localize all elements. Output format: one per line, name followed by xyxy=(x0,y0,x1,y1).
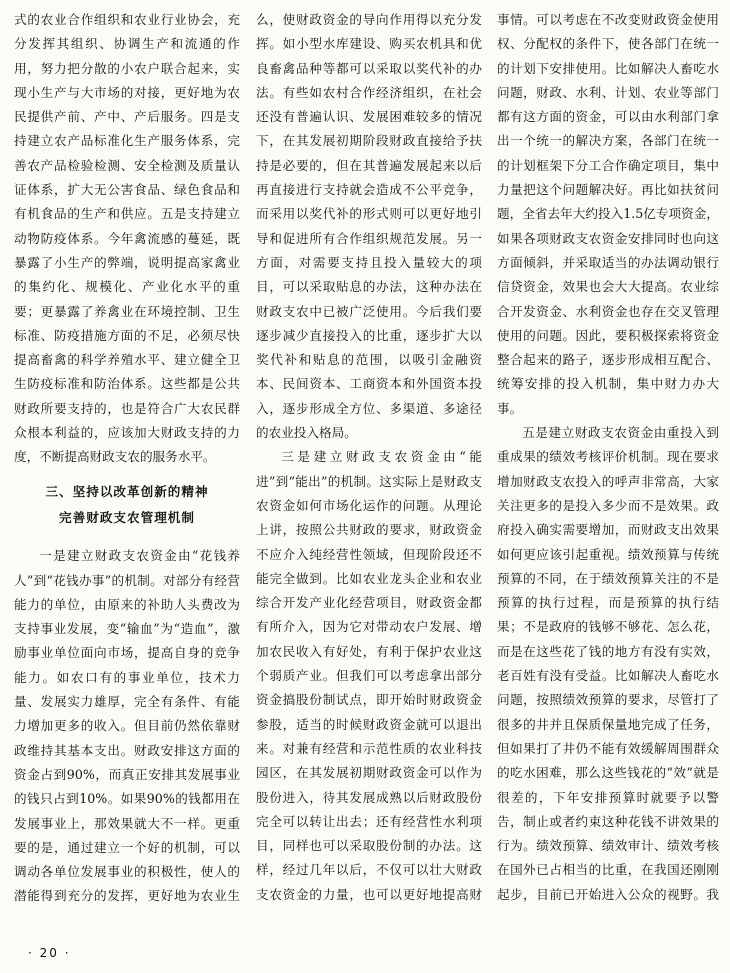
paragraph: 三是建立财政支农资金由“能进”到“能出”的机制。这实际上是财政支农资金如何市场化运作的问题。从理论上讲，按照公共财政的要求，财政资金不应介入纯经营性领域，但现阶段还不能完全做到。比如农业龙头企业和农业综合开发产业化经营项目，财政资金都有所介入，因为它对带动农户发展、增加农民收入有好处，有利于保护农业这个弱质产业。但我们可以考虑拿出部分资金搞股份制试点，即开始时财政资金参股，适当的时候财政资金就可以退出来。对兼有经营和示范性质的农业科技园区，在其发展初期财政资金可以作为股份进入，待其发展成熟以后财政股份完全可以转让出去；还有经营性水利项目，同样也可以采取股份制的办法。这样，经过几年以后，不仅可以壮大财政支农资金的力量，也可以更好地提高财 xyxy=(256,449,482,902)
section-heading: 完善财政支农管理机制 xyxy=(59,509,195,525)
paragraph: 一是建立财政支农资金由“花钱养人”到“花钱办事”的机制。对部分有经营能力的单位，由原来的补助人头费改为支持事业发展，变“输血”为“造血”，激励事业单位面向市场，提高自身的竞争能力。如农口有的事业单位，技术力量、发展实力雄厚，完全有条件、有能力增加更多的收入。但目前仍然依靠财政维持其基本支出。财政安排这方面的资金占到90%，而真正安排其发展事业的钱只占到10%。如果90%的钱都用在发展事业上，那效果就大不一样。更重要的是，通过建立一个好的机制，可以调动各单位发展事业的积极性，使人的潜能得到充分的发挥，更好地为农业生 xyxy=(14,548,240,904)
paragraph: 么，使财政资金的导向作用得以充分发挥。如小型水库建设、购买农机具和优良畜禽品种等都可以采取以奖代补的办法。有些如农村合作经济组织，在社会还没有普遍认识、发展困难较多的情况下，在其发展初期阶段财政直接给予扶持是必要的，但在其普遍发展起来以后再直接进行支持就会造成不公平竞争，而采用以奖代补的形式则可以更好地引导和促进所有合作组织规范发展。另一方面，对需要支持且投入量较大的项目，可以采取贴息的办法，这种办法在财政支农中已被广泛使用。今后我们要逐步减少直接投入的比重，逐步扩大以奖代补和贴息的范围，以吸引金融资本、民间资本、工商资本和外国资本投入，逐步形成全方位、多渠道、多途径的农业投入格局。 xyxy=(256,12,482,441)
paragraph: 式的农业合作组织和农业行业协会，充分发挥其组织、协调生产和流通的作用，努力把分散的小农户联合起来，实现小生产与大市场的对接，更好地为农民提供产前、产中、产后服务。四是支持建立农产品标准化生产服务体系，完善农产品检验检测、安全检测及质量认证体系，扩大无公害食品、绿色食品和有机食品的生产和供应。五是支持建立动物防疫体系。今年禽流感的蔓延，既暴露了小生产的弊端，说明提高家禽业的集约化、规模化、产业化水平的重要；更暴露了养禽业在环境控制、卫生标准、防疫措施方面的不足，必须尽快提高畜禽的科学养殖水平、建立健全卫生防疫标准和防治体系。这些都是公共财政所要支持的，也是符合广大农民群众根本利益的，应该加大财政支持的力度，不断提高财政支农的服务水平。 xyxy=(14,12,240,465)
column-2 xyxy=(256,8,482,908)
section-heading: 三、坚持以改革创新的精神 xyxy=(45,483,209,499)
paragraph: 事情。可以考虑在不改变财政资金使用权、分配权的条件下，使各部门在统一的计划下安排使用。比如解决人畜吃水问题，财政、水利、计划、农业等部门都有这方面的资金，可以由水利部门拿出一个统一的解决方案，各部门在统一的计划框架下分工合作确定项目，集中力量把这个问题解决好。再比如扶贫问题，全省去年大约投入1.5亿专项资金，如果各项财政支农资金安排同时也向这方面倾斜，并采取适当的办法调动银行信贷资金，效果也会大大提高。农业综合开发资金、水利资金也存在交叉管理使用的问题。因此，要积极探索将资金整合起来的路子，逐步形成相互配合、统筹安排的投入机制，集中财力办大事。 xyxy=(497,12,719,416)
column-3 xyxy=(497,8,719,908)
paragraph: 五是建立财政支农资金由重投入到重成果的绩效考核评价机制。现在要求增加财政支农投入的呼声非常高，大家关注更多的是投入多少而不是效果。政府投入确实需要增加，而财政支出效果如何更应该引起重视。绩效预算与传统预算的不同，在于绩效预算关注的不是预算的执行过程，而是预算的执行结果；不是政府的钱够不够花、怎么花，而是在这些花了钱的地方有没有实效，老百姓有没有受益。比如解决人畜吃水问题，按照绩效预算的要求，尽管打了很多的井并且保质保量地完成了任务，但如果打了井仍不能有效缓解周围群众的吃水困难，那么这些钱花的“效”就是很差的，下年安排预算时就要予以警告，制止或者约束这种花钱不讲效果的行为。绩效预算、绩效审计、绩效考核在国外已占相当的比重，在我国还刚刚起步，目前已开始进入公众的视野。我 xyxy=(497,425,719,902)
column-1 xyxy=(14,8,240,908)
page-number: · 20 · xyxy=(28,946,71,960)
